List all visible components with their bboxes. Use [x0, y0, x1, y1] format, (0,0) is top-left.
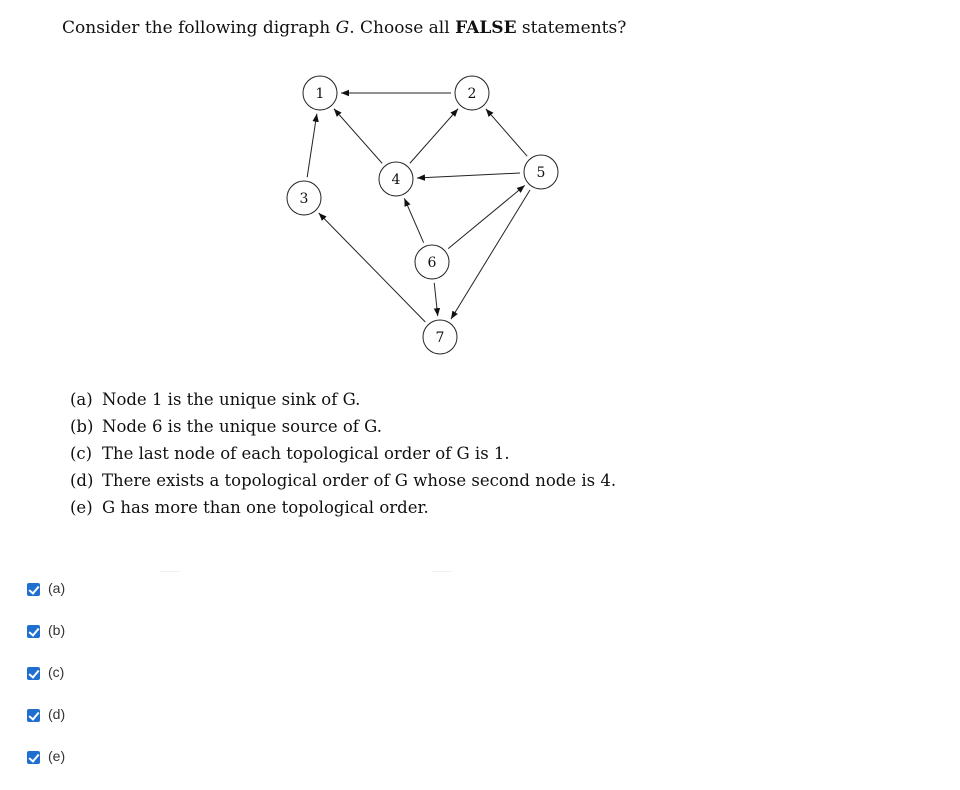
svg-text:2: 2	[467, 86, 477, 102]
graph-node-2	[455, 76, 489, 110]
divider-left	[160, 571, 180, 572]
option-c[interactable]: (c)	[27, 664, 65, 706]
checkbox-checked-icon[interactable]	[27, 583, 40, 596]
checkbox-checked-icon[interactable]	[27, 751, 40, 764]
graph-node-1	[303, 76, 337, 110]
statement-a: (a) Node 1 is the unique sink of G.	[70, 390, 361, 409]
edge-7-to-3	[319, 213, 426, 322]
graph-node-6	[415, 245, 449, 279]
edge-6-to-7	[434, 283, 438, 316]
statement-b: (b) Node 6 is the unique source of G.	[70, 417, 382, 436]
divider-right	[432, 571, 452, 572]
graph-node-5	[524, 155, 558, 189]
svg-text:4: 4	[391, 172, 401, 188]
graph-node-4	[379, 162, 413, 196]
edge-4-to-2	[410, 109, 458, 164]
checkbox-checked-icon[interactable]	[27, 667, 40, 680]
svg-text:6: 6	[427, 255, 437, 271]
svg-text:5: 5	[536, 165, 546, 181]
question-text: Consider the following digraph G. Choose all FALSE statements?	[62, 18, 627, 38]
svg-text:3: 3	[299, 191, 309, 207]
statement-d: (d) There exists a topological order of G whose second node is 4.	[70, 471, 617, 490]
option-a[interactable]: (a)	[27, 580, 65, 622]
checkbox-checked-icon[interactable]	[27, 709, 40, 722]
checkbox-checked-icon[interactable]	[27, 625, 40, 638]
edge-6-to-4	[404, 198, 423, 242]
answer-options	[27, 580, 65, 790]
option-e[interactable]: (e)	[27, 748, 65, 790]
edge-4-to-1	[334, 109, 382, 164]
statement-e: (e) G has more than one topological order.	[70, 498, 429, 517]
option-d[interactable]: (d)	[27, 706, 65, 748]
edge-5-to-4	[417, 173, 520, 178]
statement-list	[70, 390, 616, 525]
graph-node-3	[287, 181, 321, 215]
svg-text:7: 7	[435, 330, 445, 346]
statement-c: (c) The last node of each topological order of G is 1.	[70, 444, 510, 463]
svg-text:1: 1	[315, 86, 325, 102]
edge-3-to-1	[307, 114, 317, 177]
digraph-figure	[0, 0, 960, 380]
edge-5-to-2	[486, 109, 527, 156]
edge-5-to-7	[451, 190, 530, 319]
option-b[interactable]: (b)	[27, 622, 65, 664]
graph-node-7	[423, 320, 457, 354]
